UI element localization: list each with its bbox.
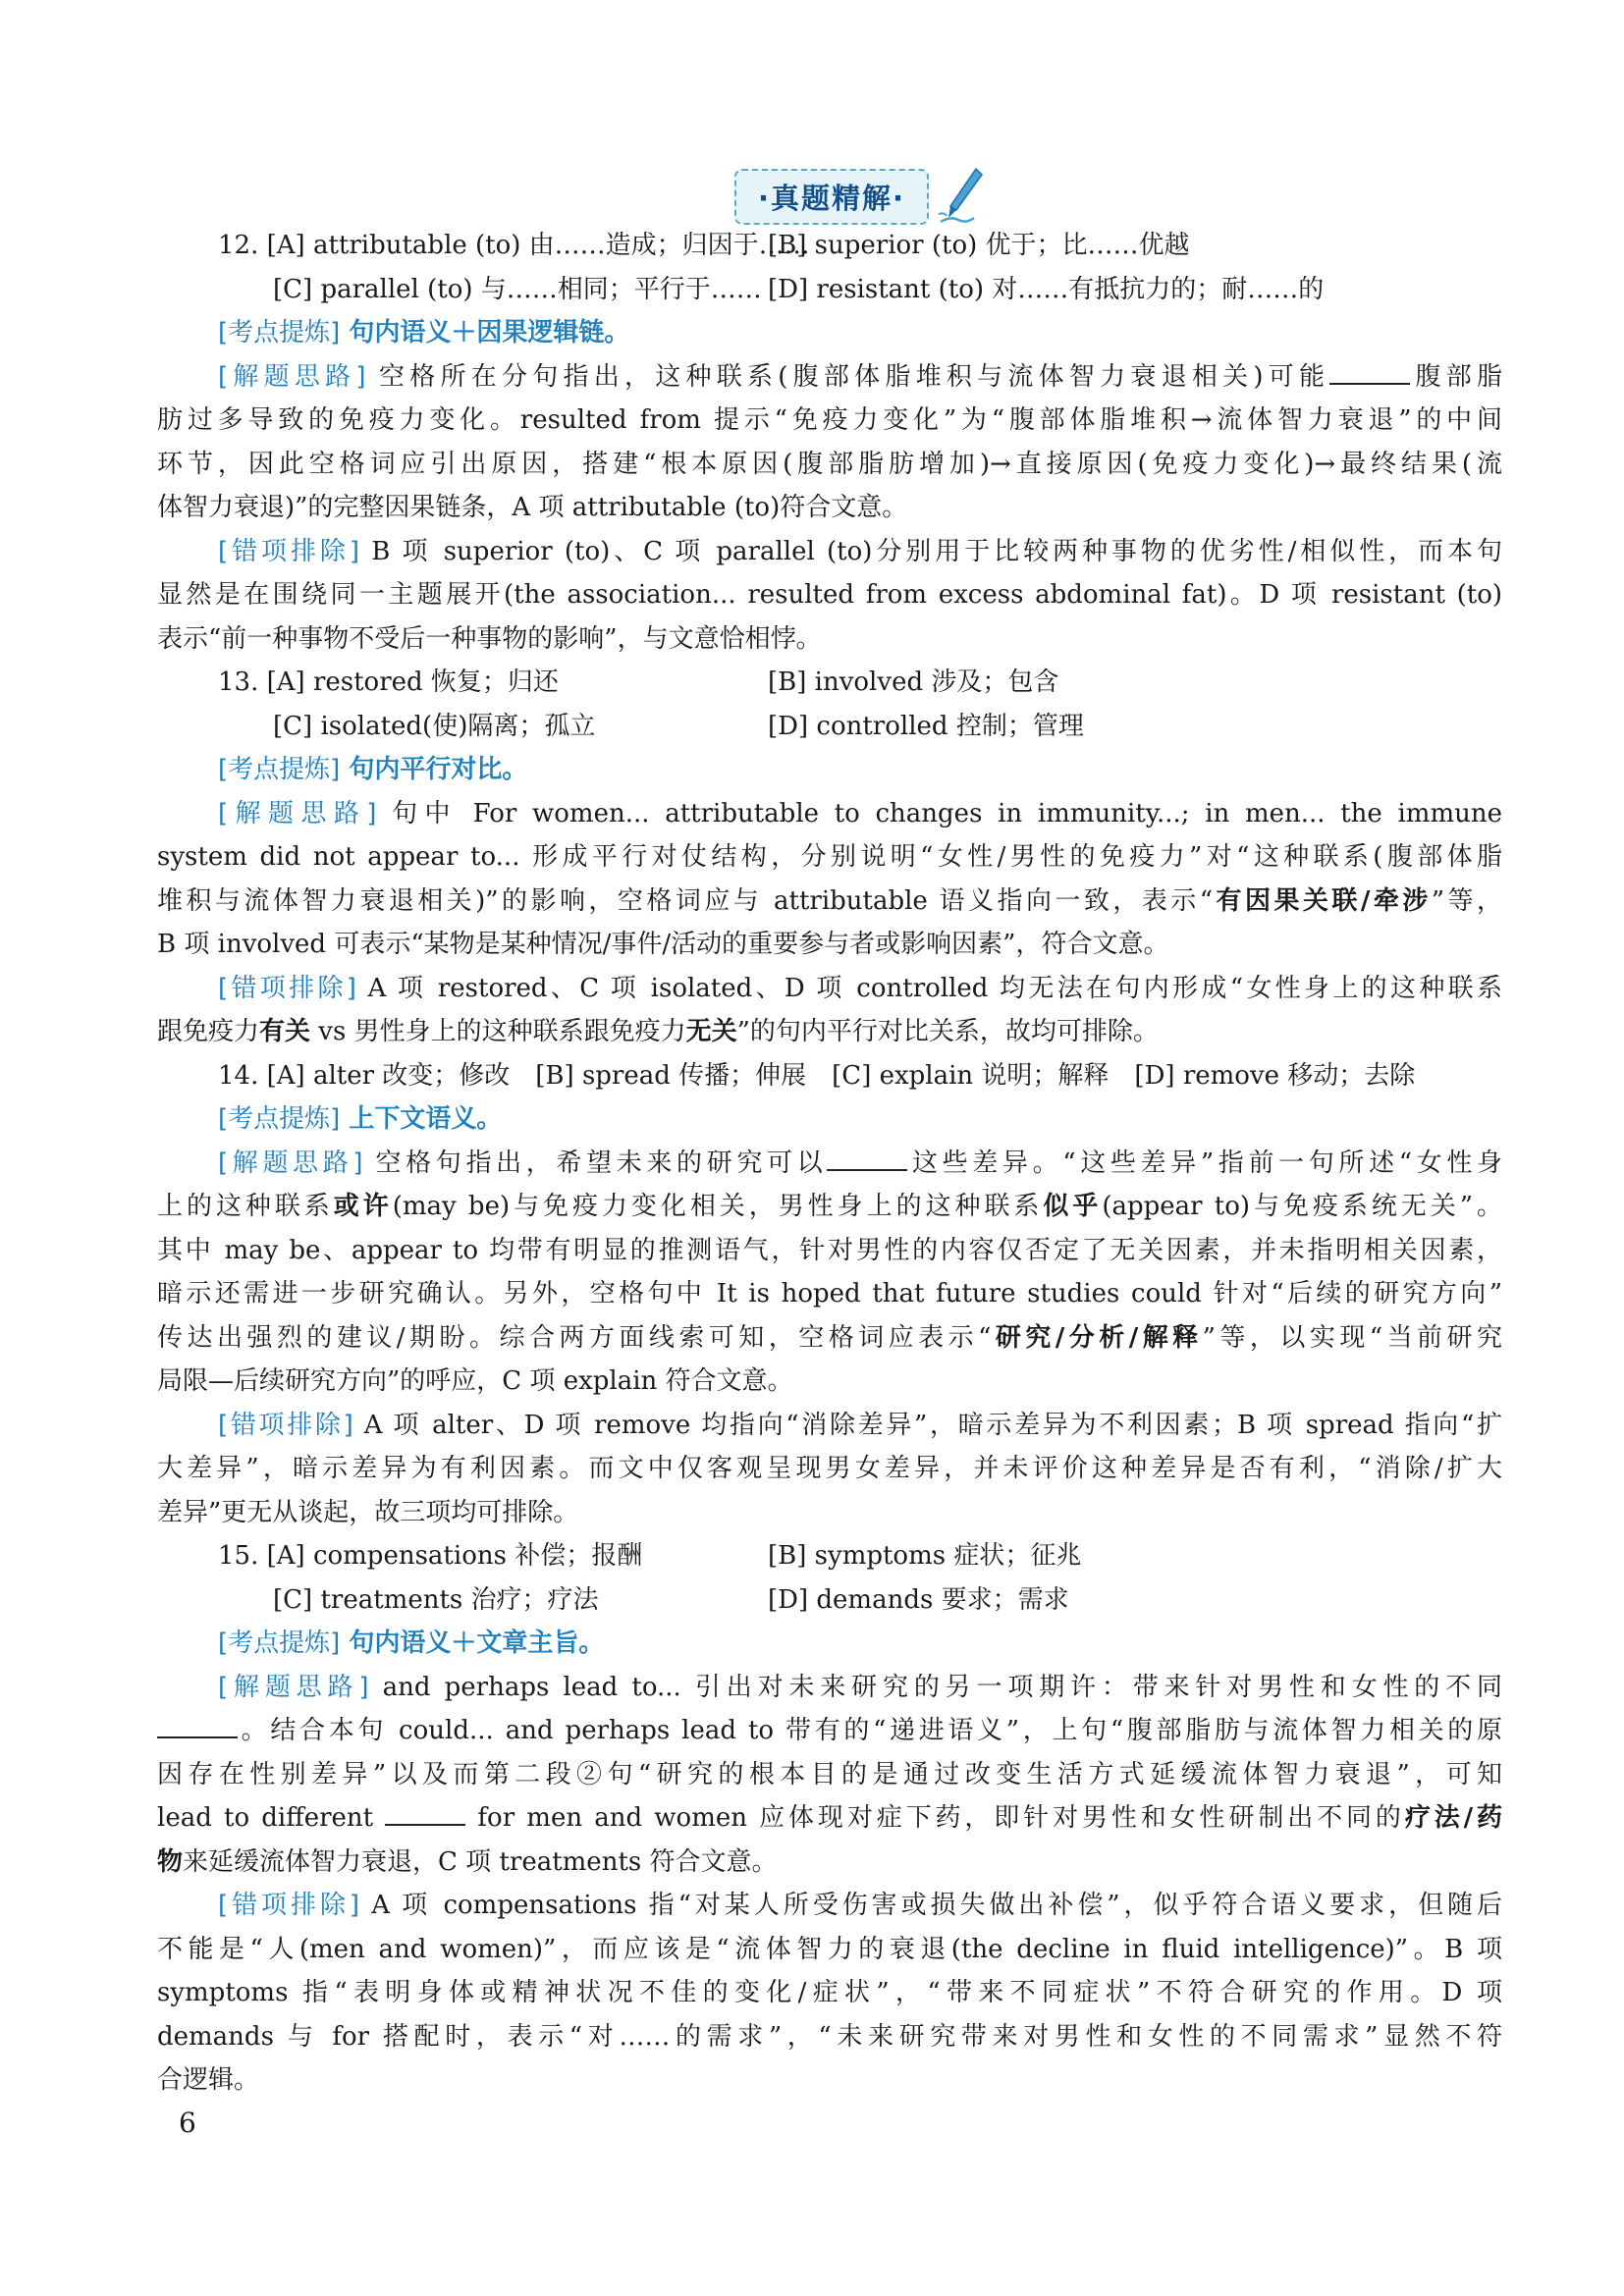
q12-solution-line: [解题思路] 空格所在分句指出，这种联系(腹部体脂堆积与流体智力衰退相关)可能 腹部脂: [157, 355, 1502, 400]
solution-label: [解题思路]: [218, 361, 366, 392]
pen-icon: [937, 167, 984, 226]
elimination-label: [错项排除]: [218, 536, 360, 566]
page: [157, 0, 1502, 2296]
q13-option-a: 13. [A] restored 恢复；归还: [218, 667, 559, 697]
page-number: 6: [179, 2107, 196, 2139]
q15-solution-line: 物来延缓流体智力衰退，C 项 treatments 符合文意。: [157, 1846, 778, 1877]
solution-label: [解题思路]: [218, 1672, 369, 1702]
q15-elimination-line: demands 与 for 搭配时，表示“对……的需求”，“未来研究带来对男性和女性的不同需求”显然不符: [157, 2021, 1502, 2052]
q12-elimination-line: 表示“前一种事物不受后一种事物的影响”，与文意恰相悖。: [157, 623, 822, 654]
section-title: ·真题精解·: [734, 169, 929, 225]
q12-key-point: [考点提炼] 句内语义＋因果逻辑链。: [218, 318, 630, 347]
q15-key-point: [考点提炼] 句内语义＋文章主旨。: [218, 1629, 605, 1658]
answer-blank: [1329, 357, 1410, 385]
q14-elimination-line: 差异”更无从谈起，故三项均可排除。: [157, 1497, 579, 1527]
q15-solution-line: [解题思路] and perhaps lead to... 引出对未来研究的另一项期许：带来针对男性和女性的不同: [218, 1672, 1502, 1702]
q13-solution-line: B 项 involved 可表示“某物是某种情况/事件/活动的重要参与者或影响因素”，符合文意。: [157, 930, 1169, 959]
elimination-label: [错项排除]: [218, 1410, 353, 1440]
q15-elimination-line: [错项排除] A 项 compensations 指“对某人所受伤害或损失做出补偿”，似乎符合语义要求，但随后: [218, 1891, 1502, 1920]
q13-solution-line: 堆积与流体智力衰退相关)”的影响，空格词应与 attributable 语义指向一致，表示“有因果关联/牵涉”等，: [157, 885, 1503, 916]
q13-option-d: [D] controlled 控制；管理: [768, 711, 1084, 741]
key-point-label: [考点提炼]: [218, 318, 341, 347]
q14-options: 14. [A] alter 改变；修改 [B] spread 传播；伸展 [C] explain 说明；解释 [D] remove 移动；去除: [218, 1060, 1416, 1091]
answer-blank: [827, 1144, 907, 1171]
q14-solution-line: 传达出强烈的建议/期盼。综合两方面线索可知，空格词应表示“研究/分析/解释”等，以实现“当前研究: [157, 1322, 1502, 1353]
q14-solution-line: 其中 may be、appear to 均带有明显的推测语气，针对男性的内容仅否定了无关因素，并未指明相关因素，: [157, 1235, 1502, 1265]
q13-key-point: [考点提炼] 句内平行对比。: [218, 755, 528, 784]
q13-option-b: [B] involved 涉及；包含: [768, 667, 1059, 697]
q15-elimination-line: 不能是“人(men and women)”，而应该是“流体智力的衰退(the decline in fluid intelligence)”。B 项: [157, 1934, 1502, 1964]
q14-key-point: [考点提炼] 上下文语义。: [218, 1104, 503, 1134]
explanation-content: [157, 224, 1502, 2103]
q15-solution-line: 因存在性别差异”以及而第二段②句“研究的根本目的是通过改变生活方式延缓流体智力衰退”，可知: [157, 1759, 1502, 1789]
key-point-label: [考点提炼]: [218, 755, 341, 784]
answer-blank: [385, 1798, 465, 1826]
q15-solution-line: lead to different for men and women 应体现对症下药，即针对男性和女性研制出不同的疗法/药: [157, 1796, 1502, 1841]
q13-solution-line: [解题思路] 句中 For women... attributable to changes in immunity...; in men... the immune: [218, 798, 1502, 828]
answer-blank: [157, 1711, 238, 1738]
key-point-label: [考点提炼]: [218, 1629, 341, 1658]
q15-option-c: [C] treatments 治疗；疗法: [273, 1584, 599, 1615]
q15-elimination-line: symptoms 指“表明身体或精神状况不佳的变化/症状”，“带来不同症状”不符合研究的作用。D 项: [157, 1978, 1502, 2007]
q12-solution-line: 环节，因此空格词应引出原因，搭建“根本原因(腹部脂肪增加)→直接原因(免疫力变化)→最终结果(流: [157, 449, 1502, 479]
q14-solution-line: 暗示还需进一步研究确认。另外，空格句中 It is hoped that future studies could 针对“后续的研究方向”: [157, 1279, 1502, 1308]
q15-elimination-line: 合逻辑。: [157, 2065, 260, 2095]
q12-option-c: [C] parallel (to) 与……相同；平行于……: [273, 274, 762, 304]
q12-option-b: [B] superior (to) 优于；比……优越: [768, 231, 1190, 260]
q14-solution-line: 局限—后续研究方向”的呼应，C 项 explain 符合文意。: [157, 1366, 793, 1396]
q14-solution-line: 上的这种联系或许(may be)与免疫力变化相关，男性身上的这种联系似乎(appear to)与免疫系统无关”。: [157, 1192, 1502, 1221]
q13-options-row2: [157, 705, 1502, 749]
elimination-label: [错项排除]: [218, 973, 356, 1003]
q14-solution-line: [解题思路] 空格句指出，希望未来的研究可以 这些差异。“这些差异”指前一句所述“女性身: [157, 1142, 1502, 1186]
key-point-label: [考点提炼]: [218, 1104, 341, 1134]
q13-elimination-line: [错项排除] A 项 restored、C 项 isolated、D 项 controlled 均无法在句内形成“女性身上的这种联系: [218, 973, 1502, 1003]
q13-option-c: [C] isolated(使)隔离；孤立: [273, 711, 596, 741]
q15-option-a: 15. [A] compensations 补偿；报酬: [218, 1541, 643, 1571]
solution-label: [解题思路]: [218, 1148, 363, 1178]
section-header: [734, 167, 984, 226]
q15-option-b: [B] symptoms 症状；征兆: [768, 1541, 1082, 1571]
q13-solution-line: system did not appear to... 形成平行对仗结构，分别说明“女性/男性的免疫力”对“这种联系(腹部体脂: [157, 842, 1502, 872]
q12-elimination-line: [错项排除] B 项 superior (to)、C 项 parallel (to)分别用于比较两种事物的优劣性/相似性，而本句: [218, 536, 1502, 566]
q15-solution-line: 。结合本句 could... and perhaps lead to 带有的“递进语义”，上句“腹部脂肪与流体智力相关的原: [157, 1709, 1502, 1753]
q12-option-d: [D] resistant (to) 对……有抵抗力的；耐……的: [768, 274, 1325, 304]
q14-elimination-line: 大差异”，暗示差异为有利因素。而文中仅客观呈现男女差异，并未评价这种差异是否有利，“消除/扩大: [157, 1454, 1502, 1483]
q12-solution-line: 体智力衰退)”的完整因果链条，A 项 attributable (to)符合文意。: [157, 493, 908, 522]
q14-elimination-line: [错项排除] A 项 alter、D 项 remove 均指向“消除差异”，暗示差异为不利因素；B 项 spread 指向“扩: [218, 1410, 1502, 1440]
elimination-label: [错项排除]: [218, 1891, 360, 1920]
q12-options-row2: [157, 268, 1502, 312]
q12-elimination-line: 显然是在围绕同一主题展开(the association... resulted from excess abdominal fat)。D 项 resistant (to): [157, 580, 1502, 610]
q15-options-row2: [157, 1578, 1502, 1623]
q13-options-row1: [157, 661, 1502, 705]
q13-elimination-line: 跟免疫力有关 vs 男性身上的这种联系跟免疫力无关”的句内平行对比关系，故均可排除。: [157, 1017, 1159, 1046]
q15-option-d: [D] demands 要求；需求: [768, 1584, 1069, 1615]
q12-option-a: 12. [A] attributable (to) 由……造成；归因于……: [218, 231, 810, 260]
q15-options-row1: [157, 1534, 1502, 1578]
q12-solution-line: 肪过多导致的免疫力变化。resulted from 提示“免疫力变化”为“腹部体脂堆积→流体智力衰退”的中间: [157, 405, 1502, 435]
solution-label: [解题思路]: [218, 798, 377, 828]
q12-options-row1: [157, 224, 1502, 268]
